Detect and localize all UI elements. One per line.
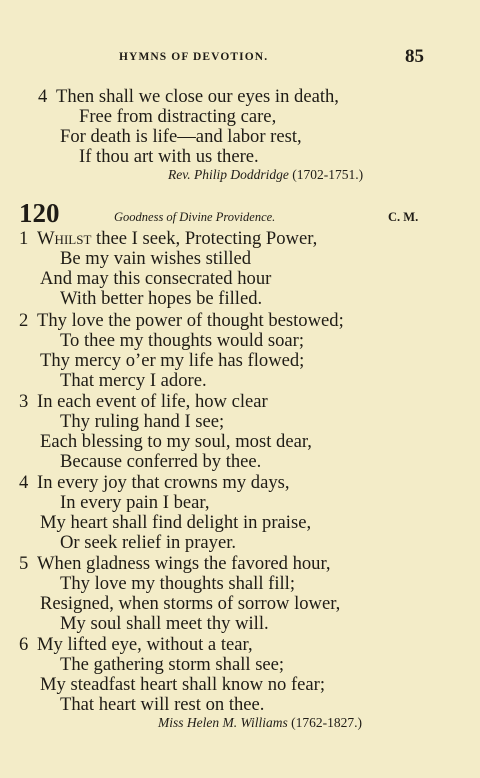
verse-line: For death is life—and labor rest, (60, 126, 302, 147)
verse-line: The gathering storm shall see; (60, 654, 285, 675)
verse-line: 5 When gladness wings the favored hour, (19, 553, 331, 574)
verse-line: My steadfast heart shall know no fear; (40, 674, 326, 695)
verse-line: 4 In every joy that crowns my days, (19, 472, 290, 493)
verse-line: To thee my thoughts would soar; (60, 330, 305, 351)
verse-line: With better hopes be filled. (60, 288, 263, 309)
verse-line: Resigned, when storms of sorrow lower, (40, 593, 341, 614)
page-number: 85 (405, 46, 424, 67)
verse-line: Or seek relief in prayer. (60, 532, 237, 553)
verse-line: 2 Thy love the power of thought bestowed; (19, 310, 344, 331)
author-name: Miss Helen M. Williams (158, 715, 288, 730)
prev-hymn-attribution (168, 167, 363, 183)
page-header (0, 46, 480, 70)
verse-number: 5 (19, 553, 29, 574)
author-years: (1702-1751.) (292, 167, 364, 182)
verse-line: In every pain I bear, (60, 492, 210, 513)
verse-line: That mercy I adore. (60, 370, 207, 391)
hymn-attribution (158, 715, 362, 731)
verse-line: Thy mercy o’er my life has flowed; (40, 350, 305, 371)
verse-line: 1 Whilst thee I seek, Protecting Power, (19, 228, 318, 249)
verse-line: Because conferred by thee. (60, 451, 262, 472)
verse-line: Thy ruling hand I see; (60, 411, 225, 432)
verse-number: 4 (19, 472, 29, 493)
verse-number: 1 (19, 228, 29, 249)
verse-line: 3 In each event of life, how clear (19, 391, 268, 412)
verse-line: My soul shall meet thy will. (60, 613, 269, 634)
hymn-meter: C. M. (388, 210, 419, 224)
running-head: HYMNS OF DEVOTION. (119, 51, 269, 63)
hymn-header (0, 198, 480, 232)
verse-number: 6 (19, 634, 29, 655)
verse-line: Be my vain wishes stilled (60, 248, 252, 269)
verse-number: 3 (19, 391, 29, 412)
verse-line: Each blessing to my soul, most dear, (40, 431, 312, 452)
hymn-number: 120 (19, 198, 60, 228)
verse-line: 4 Then shall we close our eyes in death, (38, 86, 339, 107)
verse-line: Thy love my thoughts shall fill; (60, 573, 295, 594)
verse-number: 2 (19, 310, 29, 331)
verse-first-word: Whilst (37, 228, 92, 249)
verse-line: That heart will rest on thee. (60, 694, 265, 715)
verse-line: Free from distracting care, (79, 106, 277, 127)
verse-line: And may this consecrated hour (40, 268, 272, 289)
verse-number: 4 (38, 86, 48, 107)
author-years: (1762-1827.) (291, 715, 362, 730)
verse-line: If thou art with us there. (79, 146, 259, 167)
verse-line: My heart shall find delight in praise, (40, 512, 312, 533)
verse-line: 6 My lifted eye, without a tear, (19, 634, 253, 655)
hymn-title: Goodness of Divine Providence. (114, 210, 276, 224)
author-name: Rev. Philip Doddridge (168, 167, 289, 182)
